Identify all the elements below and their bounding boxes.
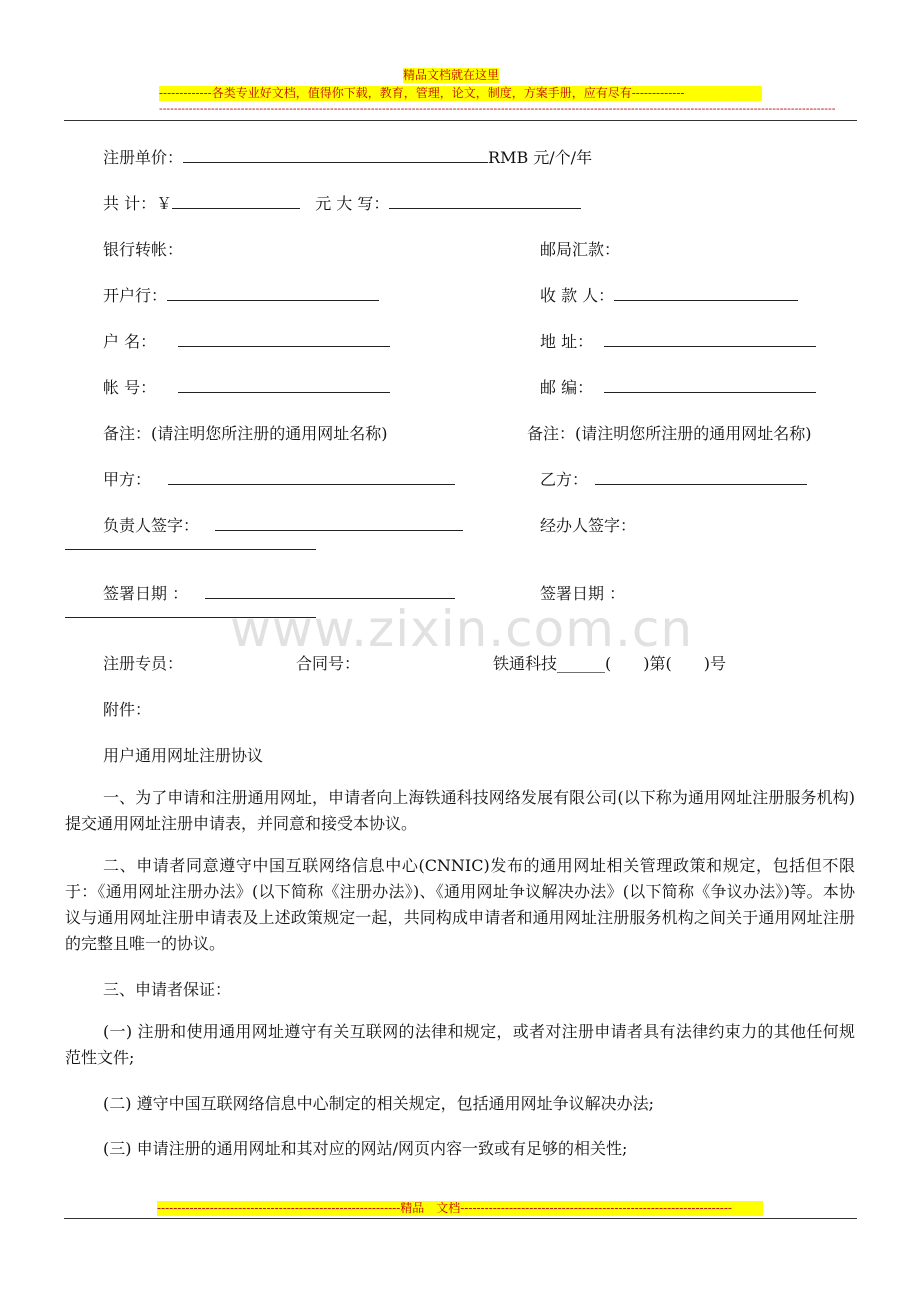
unit-price-row [103,145,592,168]
agreement-paragraph-5: (二) 遵守中国互联网络信息中心制定的相关规定，包括通用网址争议解决办法; [103,1094,654,1113]
bank-open-row [103,283,379,306]
header-slogan: -------------各类专业好文档，值得你下载，教育，管理，论文，制度，方案手册，应有尽有------------- [159,86,762,101]
note-left: 备注：(请注明您所注册的通用网址名称) [103,424,388,443]
postcode-label: 邮 编： [540,378,594,397]
note-right: 备注：(请注明您所注册的通用网址名称) [527,424,812,443]
party-a-blank [168,468,455,485]
postal-remit-label: 邮局汇款： [540,240,621,259]
agreement-paragraph-1: 一、为了申请和注册通用网址，申请者向上海铁通科技网络发展有限公司(以下称为通用网址注册服务机构)提交通用网址注册申请表，并同意和接受本协议。 [65,788,855,833]
responsible-sign-blank [215,514,463,531]
account-name-row [103,329,390,352]
total-label: 共 计：￥ [103,194,173,213]
handler-sign-label: 经办人签字： [540,516,637,535]
attachment-label: 附件： [103,700,152,719]
unit-price-suffix: RMB 元/个/年 [488,148,593,167]
footer-rule [64,1218,857,1219]
postcode-blank [604,376,816,393]
party-a-row [103,467,455,490]
address-label: 地 址： [540,332,594,351]
bank-open-label: 开户行： [103,286,168,305]
unit-price-label: 注册单价： [103,148,184,167]
agreement-paragraph-3: 三、申请者保证： [103,980,232,999]
party-a-label: 甲方： [103,470,152,489]
account-no-label: 帐 号： [103,378,157,397]
payee-row [540,283,798,306]
total-blank [172,192,300,209]
payee-label: 收 款 人： [540,286,615,305]
bank-open-blank [167,284,379,301]
header-rule [64,120,857,121]
reg-staff-label: 注册专员： [103,654,184,673]
agreement-paragraph-6: (三) 申请注册的通用网址和其对应的网站/网页内容一致或有足够的相关性; [103,1139,628,1158]
sign-date-right-label: 签署日期 ： [540,584,626,603]
party-b-blank [595,468,807,485]
bank-transfer-label: 银行转帐： [103,240,184,259]
account-name-blank [178,330,390,347]
sign-date-left-blank [205,582,455,599]
responsible-sign-label: 负责人签字： [103,516,200,535]
total-row [103,191,581,214]
handler-sign-blank [65,533,316,550]
total-capital-blank [389,192,581,209]
payee-blank [614,284,798,301]
account-no-blank [178,376,390,393]
header-dash-line: -------------------------------------------------------------------------------------------------------------------------------------------------------------------------------------- [159,102,836,115]
total-capital-label: 元 大 写： [315,194,390,213]
party-b-label: 乙方： [540,470,589,489]
sign-date-left-label: 签署日期 ： [103,584,189,603]
account-no-row [103,375,390,398]
agreement-paragraph-4: (一) 注册和使用通用网址遵守有关互联网的法律和规定，或者对注册申请者具有法律约束力的其他任何规范性文件; [65,1022,855,1067]
agreement-paragraph-2: 二、申请者同意遵守中国互联网络信息中心(CNNIC)发布的通用网址相关管理政策和规定，包括但不限于：《通用网址注册办法》(以下简称《注册办法》)、《通用网址争议解决办法》(以下简称《争议办法》)等。本协议与通用网址注册申请表及上述政策规定一起，共同构成申请者和通用网址注册服务机构之间关于通用网址注册的完整且唯一的协议。 [65,856,855,953]
postcode-row [540,375,816,398]
agreement-title: 用户通用网址注册协议 [103,746,264,765]
contract-no-label: 合同号： [296,654,361,673]
footer-banner: ------------------------------------------------------------精品 文档------------------------------------------------------------------- [157,1201,763,1216]
address-blank [604,330,816,347]
watermark: www.zixin.com.cn [230,600,694,658]
party-b-row [540,467,807,490]
contract-code: 铁通科技______( )第( )号 [493,654,726,673]
unit-price-blank [183,146,488,163]
address-row [540,329,816,352]
header-title: 精品文档就在这里 [403,68,500,82]
account-name-label: 户 名： [103,332,157,351]
